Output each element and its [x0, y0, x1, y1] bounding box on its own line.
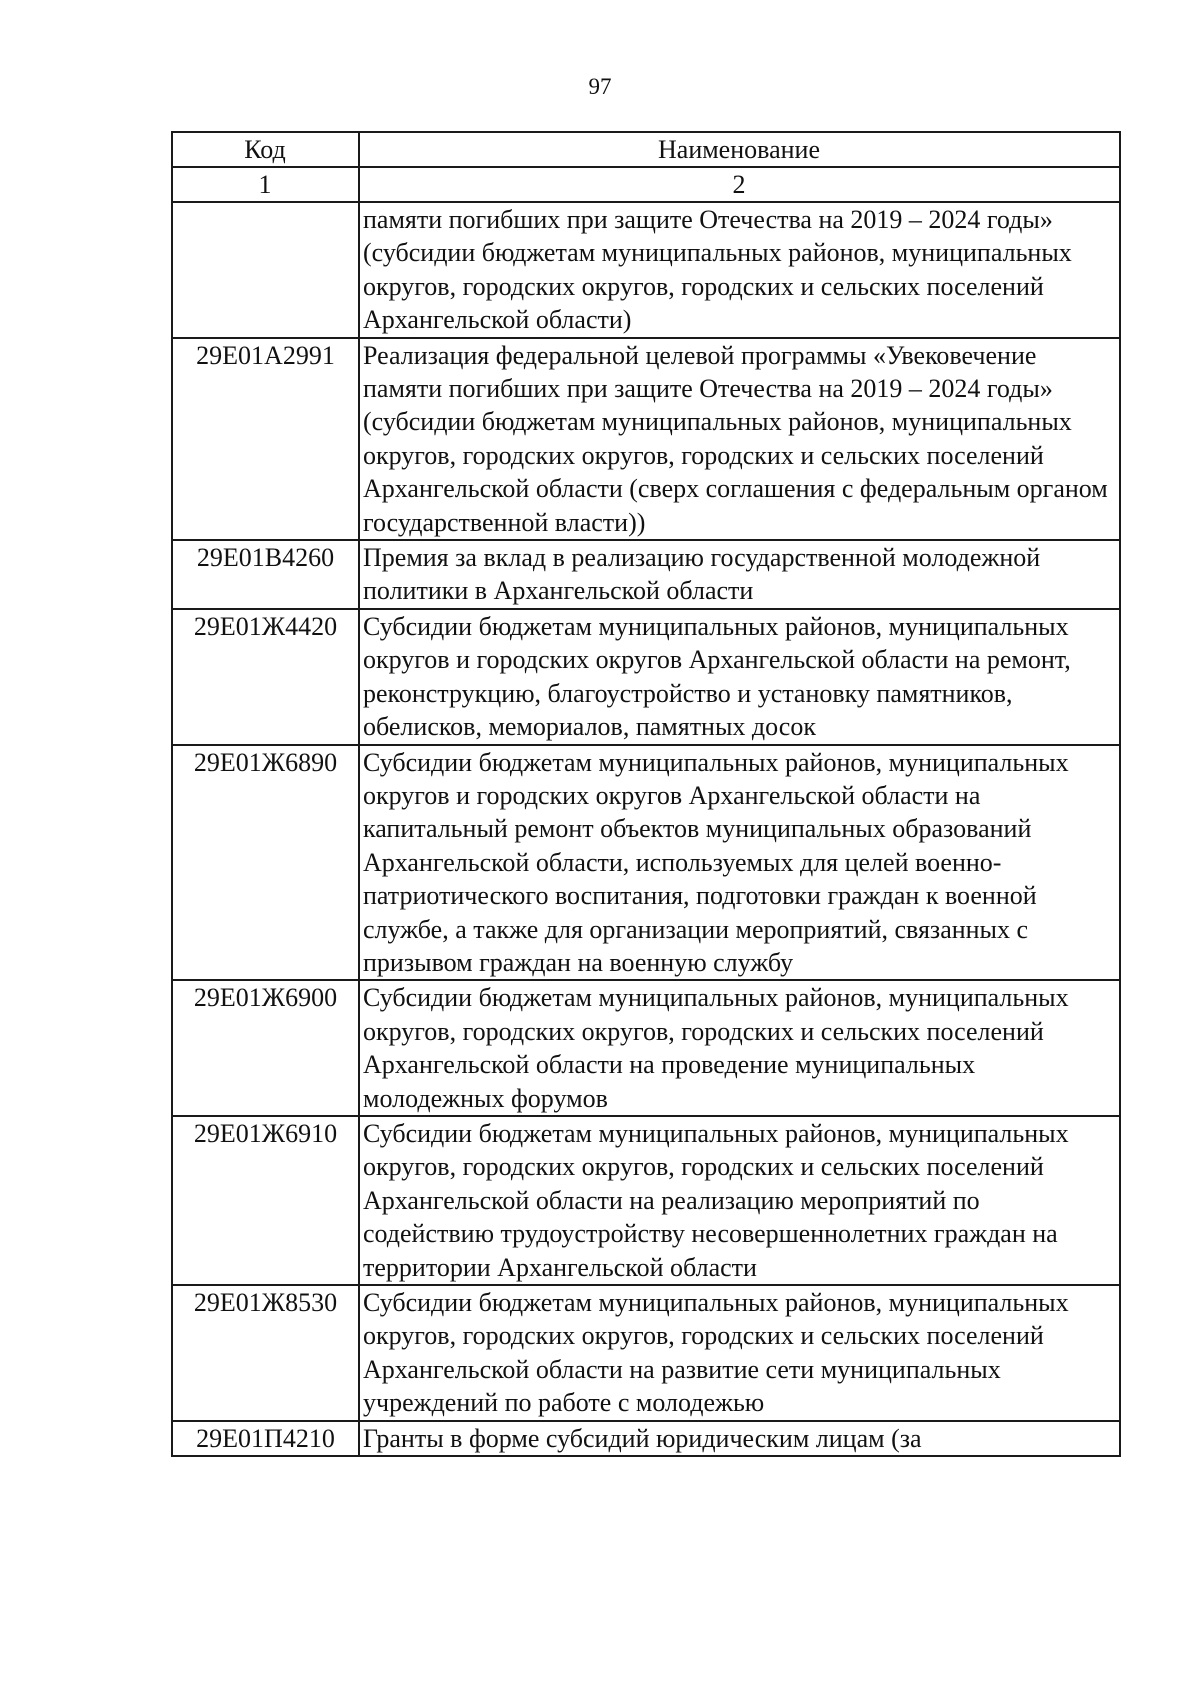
row-code — [172, 202, 359, 338]
table-row — [172, 1116, 1120, 1285]
row-code: 29Е01Ж6900 — [172, 980, 359, 1116]
row-name: Реализация федеральной целевой программы «Увековечение памяти погибших при защите Отечества на 2019 – 2024 годы» (субсидии бюджетам муниципальных районов, муниципальных округов, городских округов, городских и сельских поселений Архангельской области (сверх соглашения с федеральным органом государственной власти)) — [359, 338, 1120, 540]
column-number-1: 1 — [172, 167, 359, 202]
table-row — [172, 980, 1120, 1116]
column-number-row — [172, 167, 1120, 202]
row-name: Субсидии бюджетам муниципальных районов, муниципальных округов, городских округов, городских и сельских поселений Архангельской области на проведение муниципальных молодежных форумов — [359, 980, 1120, 1116]
row-code: 29Е01П4210 — [172, 1421, 359, 1456]
row-code: 29Е01Ж8530 — [172, 1285, 359, 1421]
table-header — [172, 132, 1120, 202]
row-name: Премия за вклад в реализацию государственной молодежной политики в Архангельской области — [359, 540, 1120, 609]
header-name: Наименование — [359, 132, 1120, 167]
row-name: Субсидии бюджетам муниципальных районов, муниципальных округов, городских округов, городских и сельских поселений Архангельской области на развитие сети муниципальных учреждений по работе с молодежью — [359, 1285, 1120, 1421]
header-code: Код — [172, 132, 359, 167]
table-row — [172, 745, 1120, 981]
row-name: Субсидии бюджетам муниципальных районов, муниципальных округов и городских округов Архангельской области на ремонт, реконструкцию, благоустройство и установку памятников, обелисков, мемориалов, памятных досок — [359, 609, 1120, 745]
row-name: Субсидии бюджетам муниципальных районов, муниципальных округов, городских округов, городских и сельских поселений Архангельской области на реализацию мероприятий по содействию трудоустройству несовершеннолетних граждан на территории Архангельской области — [359, 1116, 1120, 1285]
row-code: 29Е01Ж4420 — [172, 609, 359, 745]
table-row — [172, 1285, 1120, 1421]
row-name: Гранты в форме субсидий юридическим лицам (за — [359, 1421, 1120, 1456]
row-code: 29Е01В4260 — [172, 540, 359, 609]
column-number-2: 2 — [359, 167, 1120, 202]
table-row — [172, 540, 1120, 609]
table-row — [172, 1421, 1120, 1456]
row-name: Субсидии бюджетам муниципальных районов, муниципальных округов и городских округов Архангельской области на капитальный ремонт объектов муниципальных образований Архангельской области, используемых для целей военно-патриотического воспитания, подготовки граждан к военной службе, а также для организации мероприятий, связанных с призывом граждан на военную службу — [359, 745, 1120, 981]
row-code: 29Е01А2991 — [172, 338, 359, 540]
budget-code-table — [171, 131, 1121, 1457]
page-number: 97 — [588, 74, 612, 99]
table-row — [172, 338, 1120, 540]
row-code: 29Е01Ж6890 — [172, 745, 359, 981]
table-row — [172, 609, 1120, 745]
row-code: 29Е01Ж6910 — [172, 1116, 359, 1285]
table-body — [172, 202, 1120, 1456]
header-row — [172, 132, 1120, 167]
table-row — [172, 202, 1120, 338]
row-name: памяти погибших при защите Отечества на 2019 – 2024 годы» (субсидии бюджетам муниципальных районов, муниципальных округов, городских округов, городских и сельских поселений Архангельской области) — [359, 202, 1120, 338]
